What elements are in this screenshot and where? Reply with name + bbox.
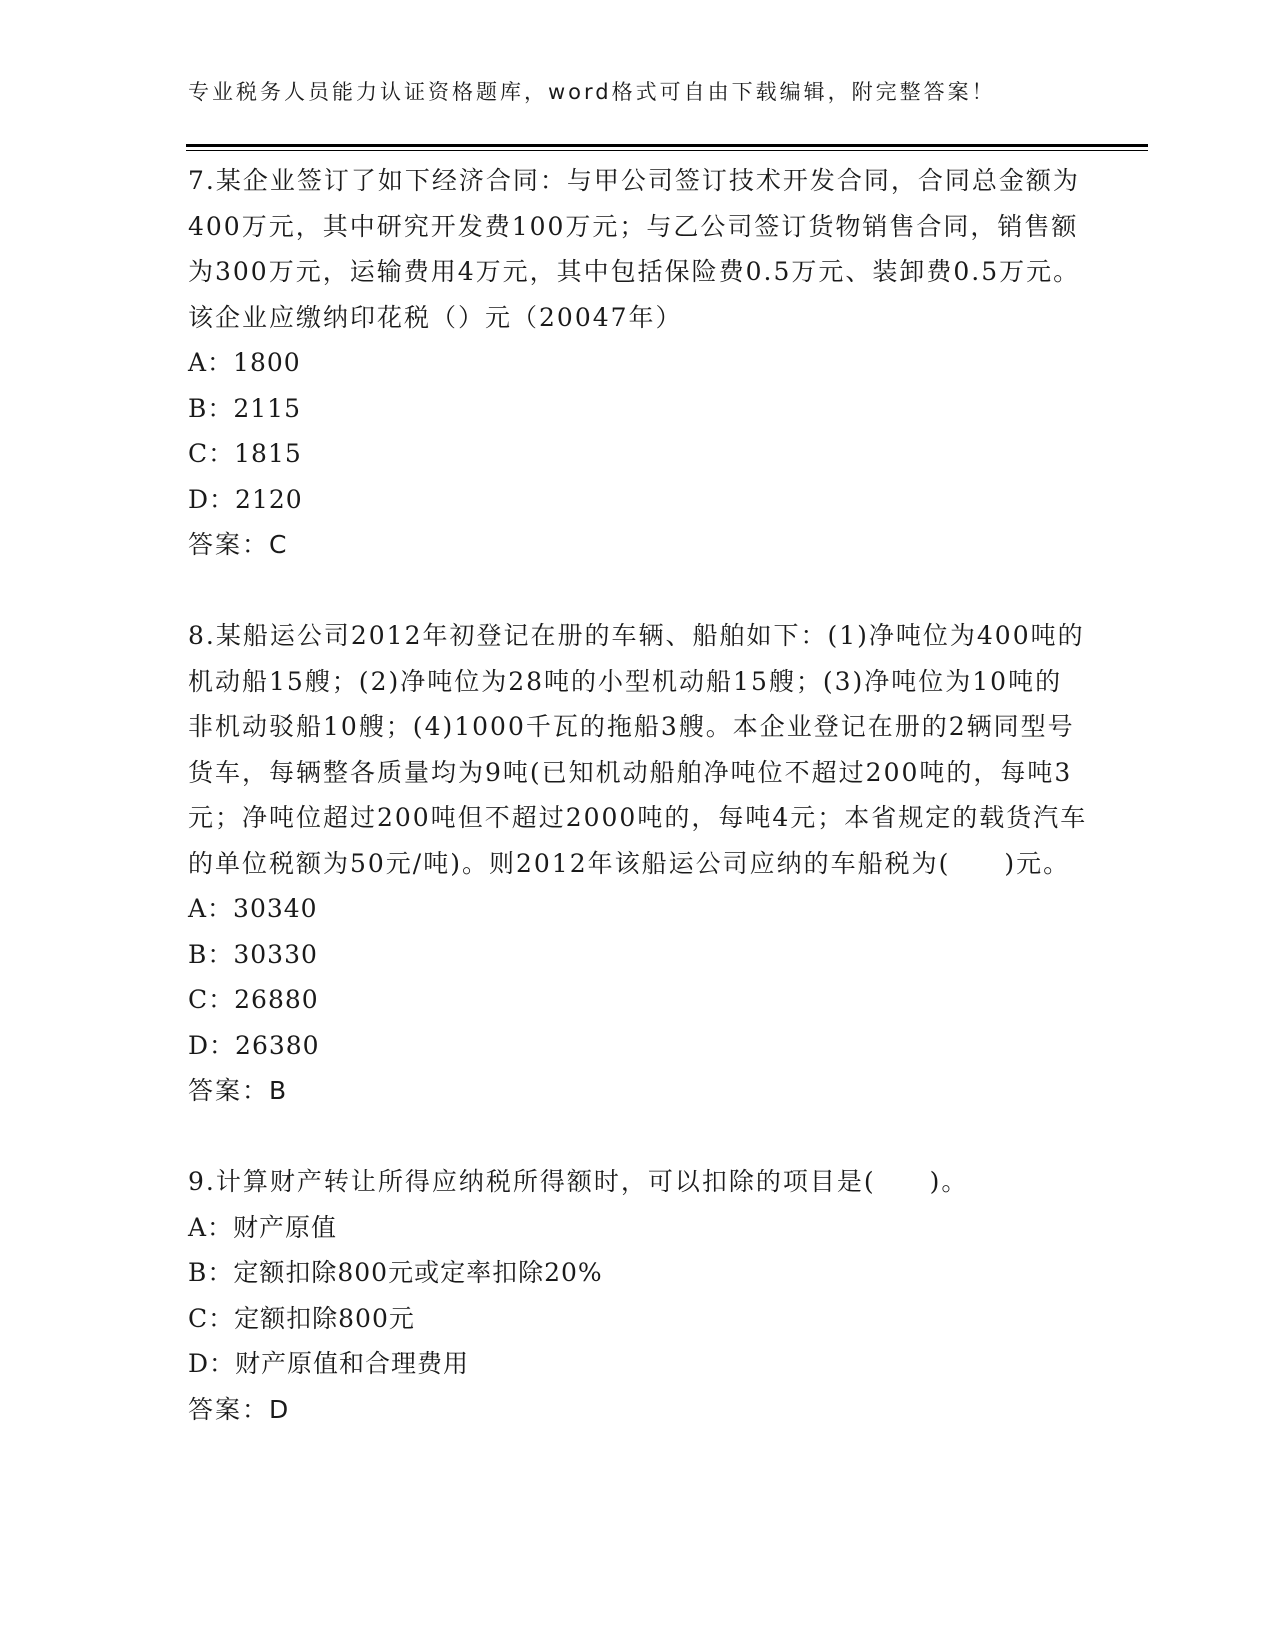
- option-c: C：定额扣除800元: [188, 1303, 415, 1333]
- spacer: [188, 568, 1088, 614]
- header-rule-thick: [186, 144, 1148, 147]
- answer: 答案：D: [188, 1394, 291, 1424]
- question-stem: 9.计算财产转让所得应纳税所得额时，可以扣除的项目是( )。: [188, 1167, 969, 1196]
- option-b: B：30330: [188, 939, 318, 969]
- option-b: B：定额扣除800元或定率扣除20%: [188, 1258, 603, 1287]
- option-a: A：1800: [188, 348, 301, 377]
- question-list: [188, 158, 1088, 1432]
- question-stem: 8.某船运公司2012年初登记在册的车辆、船舶如下：(1)净吨位为400吨的机动船15艘；(2)净吨位为28吨的小型机动船15艘；(3)净吨位为10吨的非机动驳船10艘；(4)1000千瓦的拖船3艘。本企业登记在册的2辆同型号货车，每辆整各质量均为9吨(已知机动船舶净吨位不超过200吨的，每吨3元；净吨位超过200吨但不超过2000吨的，每吨4元；本省规定的载货汽车的单位税额为50元/吨)。则2012年该船运公司应纳的车船税为( )元。: [188, 621, 1088, 878]
- option-a: A：30340: [188, 894, 318, 923]
- header-rule-thin: [186, 150, 1148, 151]
- option-d: D：财产原值和合理费用: [188, 1349, 470, 1378]
- option-c: C：26880: [188, 985, 319, 1014]
- spacer: [188, 1114, 1088, 1160]
- question-9: [188, 1159, 1088, 1432]
- page-header: 专业税务人员能力认证资格题库，word格式可自由下载编辑，附完整答案！: [188, 80, 996, 104]
- answer: 答案：C: [188, 530, 289, 559]
- option-d: D：26380: [188, 1030, 320, 1060]
- question-stem: 7.某企业签订了如下经济合同：与甲公司签订技术开发合同，合同总金额为400万元，其中研究开发费100万元；与乙公司签订货物销售合同，销售额为300万元，运输费用4万元，其中包括保险费0.5万元、装卸费0.5万元。该企业应缴纳印花税（）元（20047年）: [188, 166, 1081, 332]
- answer: 答案：B: [188, 1076, 289, 1105]
- question-7: [188, 158, 1088, 568]
- option-a: A：财产原值: [188, 1212, 338, 1242]
- option-b: B：2115: [188, 393, 301, 423]
- question-8: [188, 613, 1088, 1114]
- option-d: D：2120: [188, 484, 303, 514]
- option-c: C：1815: [188, 439, 302, 468]
